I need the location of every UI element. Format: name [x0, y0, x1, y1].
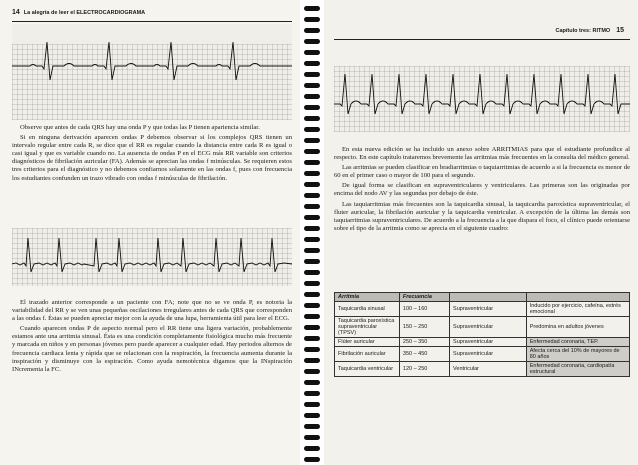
table-cell-rate: 250 – 350 [399, 338, 449, 347]
spiral-binding [300, 0, 324, 465]
binding-ring [304, 17, 320, 22]
left-paragraph-2: Si en ninguna derivación aparecen ondas P debemos observar si los complejos QRS tienen un intervalo regular entre cada R, se dice que el RR es regular cuando la distancia entre cada R es igual o casi igual y que es variable cuando no. La ausencia de ondas P en el ECG más RR variable son criterios diagnósticos de fibrilación auricular (FA). Además se aprecian las ondas f minúsculas. Se requieren estos tres criterios para el diagnóstico y no debemos confiarnos solamente en las ondas f, pues con frecuencia los estudiantes confunden un trazo vibrado con ondas f minúsculas de fibrilación. [12, 134, 292, 182]
table-cell-arrhythmia: Flúter auricular [335, 338, 400, 347]
table-cell-notes: Predomina en adultos jóvenes [526, 317, 629, 338]
right-page [324, 0, 638, 465]
binding-ring [304, 391, 320, 396]
table-cell-origin: Supraventricular [450, 317, 527, 338]
binding-ring [304, 281, 320, 286]
left-page [0, 0, 300, 465]
binding-ring [304, 28, 320, 33]
left-text-block-1 [12, 124, 292, 185]
binding-ring [304, 413, 320, 418]
ecg-af-svg [12, 228, 292, 286]
binding-ring [304, 446, 320, 451]
binding-ring [304, 94, 320, 99]
table-row [335, 338, 630, 347]
table-cell-origin: Supraventricular [450, 338, 527, 347]
right-header [556, 27, 629, 34]
right-paragraph-3: De igual forma se clasifican en supraventriculares y ventriculares. Las primeras son las originadas por encima del nodo AV y las segundas por debajo de éste. [334, 182, 630, 198]
binding-ring [304, 325, 320, 330]
binding-ring [304, 314, 320, 319]
table-cell-notes: Enfermedad coronaria, cardiopatía estructural [526, 362, 629, 377]
table-header-arritmia: Arritmia [335, 293, 400, 302]
binding-ring [304, 39, 320, 44]
table-cell-origin: Ventricular [450, 362, 527, 377]
left-paragraph-3: El trazado anterior corresponde a un paciente con FA; note que no se ve onda P, es notoria la variabilidad del RR y se ven unas pequeñas oscilaciones irregulares antes de cada QRS que corresponden a las ondas f. Éstas se pueden apreciar mejor con la ayuda de una lupa, herramienta útil para leer el ECG. [12, 299, 292, 323]
binding-ring [304, 127, 320, 132]
binding-ring [304, 358, 320, 363]
binding-ring [304, 138, 320, 143]
binding-ring [304, 424, 320, 429]
table-header-frecuencia: Frecuencia [399, 293, 449, 302]
table-header-blank [526, 293, 629, 302]
binding-ring [304, 116, 320, 121]
binding-ring [304, 50, 320, 55]
ecg-sinus-svg [12, 24, 292, 120]
ecg-tachy-svg [334, 66, 630, 132]
right-header-rule [334, 39, 630, 40]
binding-ring [304, 226, 320, 231]
binding-ring [304, 435, 320, 440]
binding-ring [304, 270, 320, 275]
right-running-title: Capítulo tres: RITMO [555, 28, 611, 34]
left-text-block-2 [12, 299, 292, 376]
binding-ring [304, 171, 320, 176]
binding-ring [304, 6, 320, 11]
right-text-block [334, 146, 630, 235]
right-page-number: 15 [616, 27, 624, 34]
table-header-row [335, 293, 630, 302]
table-cell-arrhythmia: Taquicardia paroxística supraventricular (TPSV) [335, 317, 400, 338]
table-row [335, 302, 630, 317]
table-cell-arrhythmia: Taquicardia ventricular [335, 362, 400, 377]
table-cell-rate: 150 – 250 [399, 317, 449, 338]
binding-ring [304, 402, 320, 407]
binding-ring [304, 380, 320, 385]
binding-ring [304, 83, 320, 88]
table-header-blank [450, 293, 527, 302]
table-cell-origin: Supraventricular [450, 302, 527, 317]
binding-ring [304, 61, 320, 66]
table-row [335, 347, 630, 362]
binding-ring [304, 369, 320, 374]
binding-ring [304, 303, 320, 308]
table-cell-notes: Enfermedad coronaria, TEP. [526, 338, 629, 347]
left-paragraph-1: Observe que antes de cada QRS hay una onda P y que todas las P tienen apariencia similar. [20, 124, 260, 131]
binding-ring [304, 237, 320, 242]
binding-ring [304, 160, 320, 165]
table-cell-rate: 100 – 160 [399, 302, 449, 317]
left-page-number: 14 [12, 9, 20, 16]
right-paragraph-2: Las arritmias se pueden clasificar en bradiarritmias o taquiarritmias de acuerdo a si la frecuencia es menor de 60 en el primer caso o mayor de 100 para el segundo. [334, 164, 630, 180]
left-paragraph-4: Cuando aparecen ondas P de aspecto normal pero el RR tiene una ligera variación, probablemente estamos ante una arritmia sinusal. Ésta es una condición completamente fisiológica mucho más frecuente y marcada en niños y en personas jóvenes pero puede aparecer a cualquier edad. Hay periodos alternos de frecuencia cardiaca lenta y rápida que se relacionan con la respiración, la frecuencia aumenta durante la inspiración y disminuye con la espiración. Como ayuda nemotécnica digamos que la INspiración INcrementa la FC. [12, 325, 292, 373]
right-paragraph-1: En esta nueva edición se ha incluido un anexo sobre ARRITMIAS para que el estudiante profundice al respecto. En este capítulo trataremos brevemente las arritmias más frecuentes en la consulta del médico general. [334, 146, 630, 162]
table-cell-notes: Afecta cerca del 10% de mayores de 80 años [526, 347, 629, 362]
binding-ring [304, 215, 320, 220]
right-paragraph-4: Las taquiarritmias más frecuentes son la taquicardia sinusal, la taquicardia paroxística supraventricular, el fluter auricular, la fibrilación auricular y la taquicardia ventricular. A excepción de la última las demás son taquiarritmias supraventriculares. De acuerdo a la frecuencia a la que dispara el foco, el clínico puede orientarse sobre el tipo de la arritmia como se aprecia en el siguiente cuadro: [334, 200, 630, 232]
binding-ring [304, 347, 320, 352]
binding-ring [304, 292, 320, 297]
table-row [335, 362, 630, 377]
table-row [335, 317, 630, 338]
table-cell-rate: 350 – 450 [399, 347, 449, 362]
table-cell-arrhythmia: Taquicardia sinusal [335, 302, 400, 317]
binding-ring [304, 204, 320, 209]
binding-ring [304, 248, 320, 253]
table-cell-notes: Inducido por ejercicio, cafeína, estrés emocional [526, 302, 629, 317]
binding-ring [304, 457, 320, 462]
binding-ring [304, 259, 320, 264]
table-cell-arrhythmia: Fibrilación auricular [335, 347, 400, 362]
binding-ring [304, 149, 320, 154]
arrhythmia-table [334, 292, 630, 377]
binding-ring [304, 182, 320, 187]
binding-ring [304, 72, 320, 77]
binding-ring [304, 105, 320, 110]
binding-ring [304, 336, 320, 341]
ecg-strip-sinus [12, 24, 292, 120]
left-header [12, 9, 145, 16]
ecg-strip-tachycardia [334, 66, 630, 132]
left-running-title: La alegría de leer el ELECTROCARDIOGRAMA [23, 10, 146, 16]
table-cell-origin: Supraventricular [450, 347, 527, 362]
ecg-strip-af [12, 228, 292, 286]
left-header-rule [12, 21, 292, 22]
binding-ring [304, 193, 320, 198]
table-cell-rate: 120 – 250 [399, 362, 449, 377]
